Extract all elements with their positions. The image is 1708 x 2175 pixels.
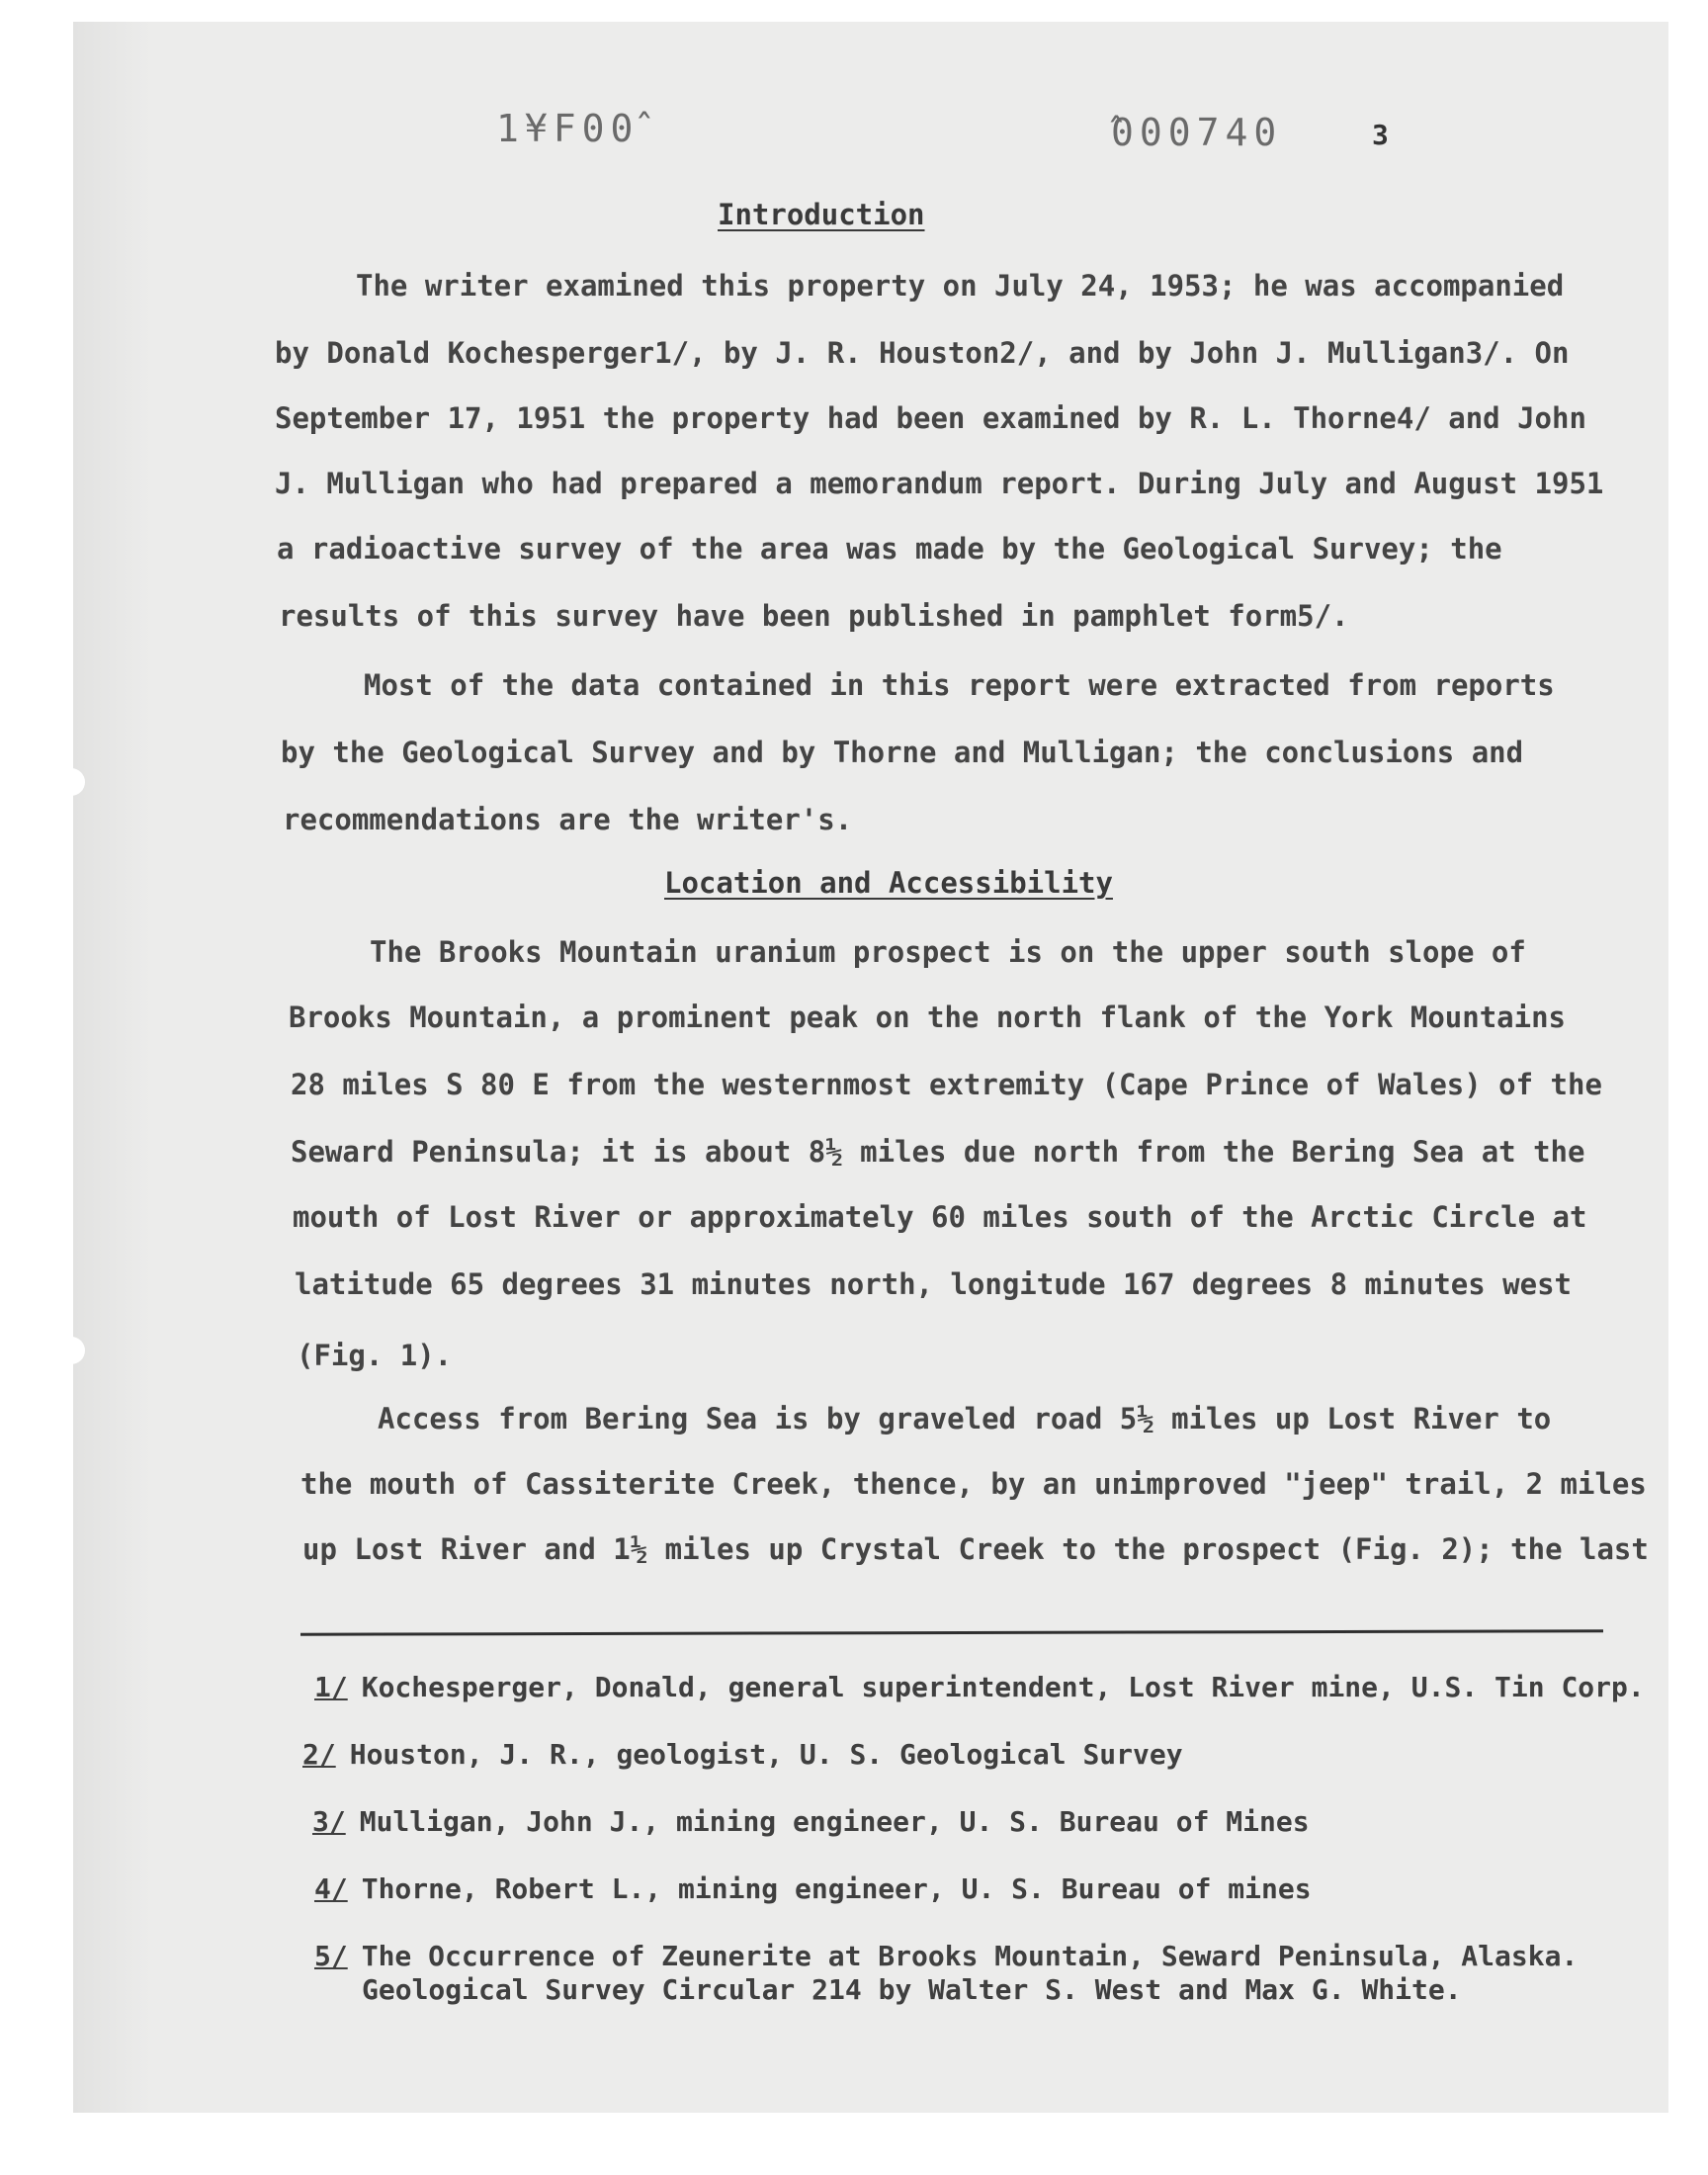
footnote-text: Geological Survey Circular 214 by Walter S. West and Max G. White. [362,1973,1462,2006]
page-number: 3 [1372,119,1389,151]
text-line: 28 miles S 80 E from the westernmost extremity (Cape Prince of Wales) of the [291,1068,1602,1101]
heading-introduction: Introduction [718,198,925,231]
footnote-mark: 2/ [302,1738,336,1771]
text-line: The writer examined this property on July 24, 1953; he was accompanied [356,269,1565,303]
footnote [312,1805,1310,1838]
text-line: September 17, 1951 the property had been examined by R. L. Thorne4/ and John [275,401,1586,435]
text-line: a radioactive survey of the area was made by the Geological Survey; the [277,532,1502,566]
text-line: by the Geological Survey and by Thorne and Mulligan; the conclusions and [281,736,1524,769]
text-line: Most of the data contained in this report were extracted from reports [364,668,1555,702]
footnote-text: Houston, J. R., geologist, U. S. Geological Survey [349,1738,1183,1771]
footnote-text: Mulligan, John J., mining engineer, U. S. Bureau of Mines [359,1805,1310,1838]
footnote-text: The Occurrence of Zeunerite at Brooks Mountain, Seward Peninsula, Alaska. [361,1940,1579,1972]
stamp-left: 1¥F00̂ [496,107,640,150]
stamp-right: ̂000740 [1105,111,1283,154]
text-line: the mouth of Cassiterite Creek, thence, by an unimproved "jeep" trail, 2 miles [300,1467,1647,1501]
text-line: Seward Peninsula; it is about 8½ miles due north from the Bering Sea at the [291,1135,1585,1169]
footnote-text: Kochesperger, Donald, general superintendent, Lost River mine, U.S. Tin Corp. [361,1671,1645,1703]
page-shadow [73,22,152,2113]
text-line: The Brooks Mountain uranium prospect is on the upper south slope of [370,935,1526,969]
text-line: results of this survey have been published in pamphlet form5/. [279,599,1349,633]
footnote-mark: 5/ [314,1940,348,1972]
text-line: recommendations are the writer's. [283,803,853,836]
footnote-continuation [362,1973,1462,2006]
footnote [314,1671,1645,1703]
footnote-mark: 4/ [314,1872,348,1905]
text-line: up Lost River and 1½ miles up Crystal Creek to the prospect (Fig. 2); the last [302,1532,1649,1566]
footnote [302,1738,1183,1771]
footnote [314,1872,1312,1905]
footnote-mark: 1/ [314,1671,348,1703]
footnote [314,1940,1578,1972]
text-line: Access from Bering Sea is by graveled road 5½ miles up Lost River to [378,1402,1552,1436]
text-line: (Fig. 1). [297,1339,453,1372]
text-line: by Donald Kochesperger1/, by J. R. Houston2/, and by John J. Mulligan3/. On [275,336,1570,370]
heading-location: Location and Accessibility [664,866,1113,900]
footnote-text: Thorne, Robert L., mining engineer, U. S. Bureau of mines [361,1872,1312,1905]
text-line: J. Mulligan who had prepared a memorandum report. During July and August 1951 [275,467,1604,500]
text-line: latitude 65 degrees 31 minutes north, longitude 167 degrees 8 minutes west [295,1267,1573,1301]
text-line: Brooks Mountain, a prominent peak on the north flank of the York Mountains [289,1000,1567,1034]
footnote-mark: 3/ [312,1805,346,1838]
text-line: mouth of Lost River or approximately 60 miles south of the Arctic Circle at [293,1200,1587,1234]
